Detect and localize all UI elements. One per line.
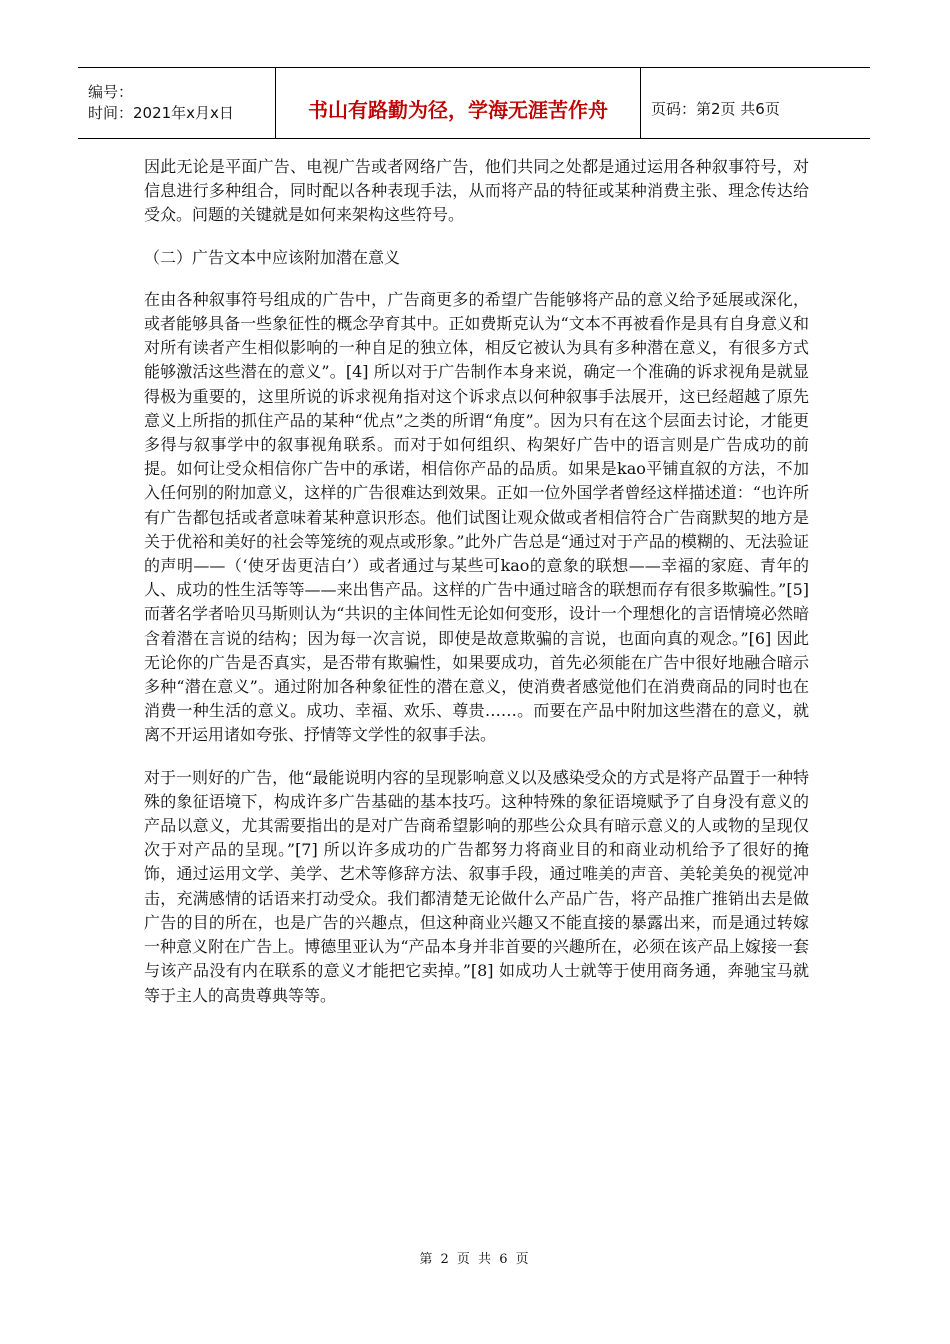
header-motto: 书山有路勤为径，学海无涯苦作舟 [276,68,641,138]
number-label: 编号： [88,83,134,101]
page-footer: 第 2 页 共 6 页 [419,1252,531,1267]
paragraph-1: 因此无论是平面广告、电视广告或者网络广告，他们共同之处都是通过运用各种叙事符号，对信息进行多种组合，同时配以各种表现手法，从而将产品的特征或某种消费主张、理念传达给受众。问题的关键就是如何来架构这些符号。 [144,157,809,225]
paragraph-2: 在由各种叙事符号组成的广告中，广告商更多的希望广告能够将产品的意义给予延展或深化，或者能够具备一些象征性的概念孕育其中。正如费斯克认为“文本不再被看作是具有自身意义和对所有读者产生相似影响的一种自足的独立体，相反它被认为具有多种潜在意义，有很多方式能够激活这些潜在的意义”。[4] 所以对于广告制作本身来说，确定一个准确的诉求视角是就显得极为重要的，这里所说的诉求视角指对这个诉求点以何种叙事手法展开，这已经超越了原先意义上所指的抓住产品的某种“优点”之类的所谓“角度”。因为只有在这个层面去讨论，才能更多得与叙事学中的叙事视角联系。而对于如何组织、构架好广告中的语言则是广告成功的前提。如何让受众相信你广告中的承诺，相信你产品的品质。如果是kao平铺直叙的方法，不加入任何别的附加意义，这样的广告很难达到效果。正如一位外国学者曾经这样描述道：“也许所有广告都包括或者意味着某种意识形态。他们试图让观众做或者相信符合广告商默契的地方是关于优裕和美好的社会等笼统的观点或形象。”此外广告总是“通过对于产品的模糊的、无法验证的声明——（‘使牙齿更洁白’）或者通过与某些可kao的意象的联想——幸福的家庭、青年的人、成功的性生活等等——来出售产品。这样的广告中通过暗含的联想而存有很多欺骗性。”[5] 而著名学者哈贝马斯则认为“共识的主体间性无论如何变形，设计一个理想化的言语情境必然暗含着潜在言说的结构；因为每一次言说，即使是故意欺骗的言说，也面向真的观念。”[6] 因此无论你的广告是否真实，是否带有欺骗性，如果要成功，首先必须能在广告中很好地融合暗示多种“潜在意义”。通过附加各种象征性的潜在意义，使消费者感觉他们在消费商品的同时也在消费一种生活的意义。成功、幸福、欢乐、尊贵……。而要在产品中附加这些潜在的意义，就离不开运用诸如夸张、抒情等文学性的叙事手法。 [144,289,809,745]
time-label: 时间：2021年x月x日 [88,104,234,122]
document-header [78,67,870,139]
document-body [144,155,809,1026]
section-heading: （二）广告文本中应该附加潜在意义 [144,247,401,267]
header-page-info: 页码：第2页 共6页 [651,99,780,118]
header-meta [78,68,276,138]
paragraph-3: 对于一则好的广告，他“最能说明内容的呈现影响意义以及感染受众的方式是将产品置于一种特殊的象征语境下，构成许多广告基础的基本技巧。这种特殊的象征语境赋予了自身没有意义的产品以意义，尤其需要指出的是对广告商希望影响的那些公众具有暗示意义的人或物的呈现仅次于对产品的呈现。”[7] 所以许多成功的广告都努力将商业目的和商业动机给予了很好的掩饰，通过运用文学、美学、艺术等修辞方法、叙事手段，通过唯美的声音、美轮美奂的视觉冲击，充满感情的话语来打动受众。我们都清楚无论做什么产品广告，将产品推广推销出去是做广告的目的所在，也是广告的兴趣点，但这种商业兴趣又不能直接的暴露出来，而是通过转嫁一种意义附在广告上。博德里亚认为“产品本身并非首要的兴趣所在，必须在该产品上嫁接一套与该产品没有内在联系的意义才能把它卖掉。”[8] 如成功人士就等于使用商务通，奔驰宝马就等于主人的高贵尊典等等。 [144,767,809,1005]
